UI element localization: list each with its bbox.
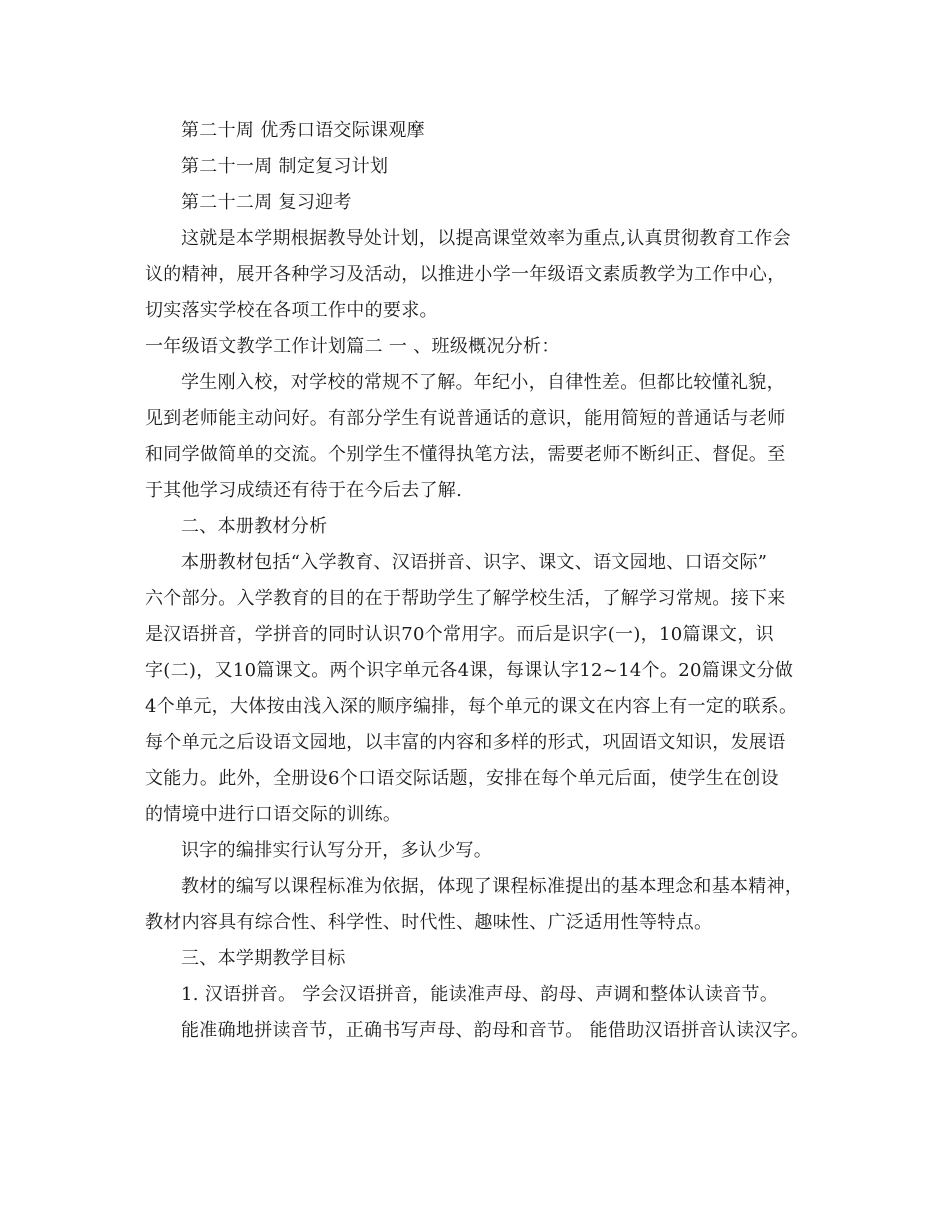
textbook-features-paragraph-line: 教材的编写以课程标准为依据，体现了课程标准提出的基本理念和基本精神， <box>181 876 804 897</box>
summary-paragraph-line: 切实落实学校在各项工作中的要求。 <box>145 300 438 321</box>
section-heading-teaching-goals: 三、本学期教学目标 <box>181 948 346 969</box>
textbook-paragraph-line: 的情境中进行口语交际的训练。 <box>145 804 402 825</box>
schedule-week-21: 第二十一周 制定复习计划 <box>181 156 389 177</box>
textbook-paragraph-line: 本册教材包括“入学教育、汉语拼音、识字、课文、语文园地、口语交际” <box>181 552 768 573</box>
textbook-features-paragraph-line: 教材内容具有综合性、科学性、时代性、趣味性、广泛适用性等特点。 <box>145 912 713 933</box>
textbook-paragraph-line: 是汉语拼音，学拼音的同时认识70个常用字。而后是识字(一)，10篇课文，识 <box>145 624 774 645</box>
section-heading-class-analysis: 一年级语文教学工作计划篇二 一 、班级概况分析： <box>145 336 560 357</box>
summary-paragraph-line: 议的精神，展开各种学习及活动，以推进小学一年级语文素质教学为工作中心， <box>145 264 786 285</box>
class-analysis-paragraph-line: 和同学做简单的交流。个别学生不懂得执笔方法，需要老师不断纠正、督促。至 <box>145 444 786 465</box>
textbook-paragraph-line: 文能力。此外，全册设6个口语交际话题，安排在每个单元后面，使学生在创设 <box>145 768 779 789</box>
section-heading-textbook-analysis: 二、本册教材分析 <box>181 516 328 537</box>
class-analysis-paragraph-line: 见到老师能主动问好。有部分学生有说普通话的意识，能用简短的普通话与老师 <box>145 408 786 429</box>
class-analysis-paragraph-line: 于其他学习成绩还有待于在今后去了解. <box>145 480 463 501</box>
textbook-paragraph-line: 每个单元之后设语文园地，以丰富的内容和多样的形式，巩固语文知识，发展语 <box>145 732 786 753</box>
summary-paragraph-line: 这就是本学期根据教导处计划，以提高课堂效率为重点,认真贯彻教育工作会 <box>181 228 791 249</box>
textbook-paragraph-line: 4个单元，大体按由浅入深的顺序编排，每个单元的课文在内容上有一定的联系。 <box>145 696 798 717</box>
schedule-week-22: 第二十二周 复习迎考 <box>181 192 352 213</box>
class-analysis-paragraph-line: 学生刚入校，对学校的常规不了解。年纪小，自律性差。但都比较懂礼貌， <box>181 372 785 393</box>
textbook-paragraph-line: 六个部分。入学教育的目的在于帮助学生了解学校生活，了解学习常规。接下来 <box>145 588 786 609</box>
schedule-week-20: 第二十周 优秀口语交际课观摩 <box>181 120 425 141</box>
literacy-paragraph-line: 识字的编排实行认写分开，多认少写。 <box>181 840 493 861</box>
textbook-paragraph-line: 字(二)，又10篇课文。两个识字单元各4课，每课认字12~14个。20篇课文分做 <box>145 660 794 681</box>
goal-item-pinyin: 1. 汉语拼音。 学会汉语拼音，能读准声母、韵母、声调和整体认读音节。 <box>181 984 779 1005</box>
goal-item-pinyin-detail: 能准确地拼读音节，正确书写声母、韵母和音节。 能借助汉语拼音认读汉字。 <box>181 1020 810 1041</box>
